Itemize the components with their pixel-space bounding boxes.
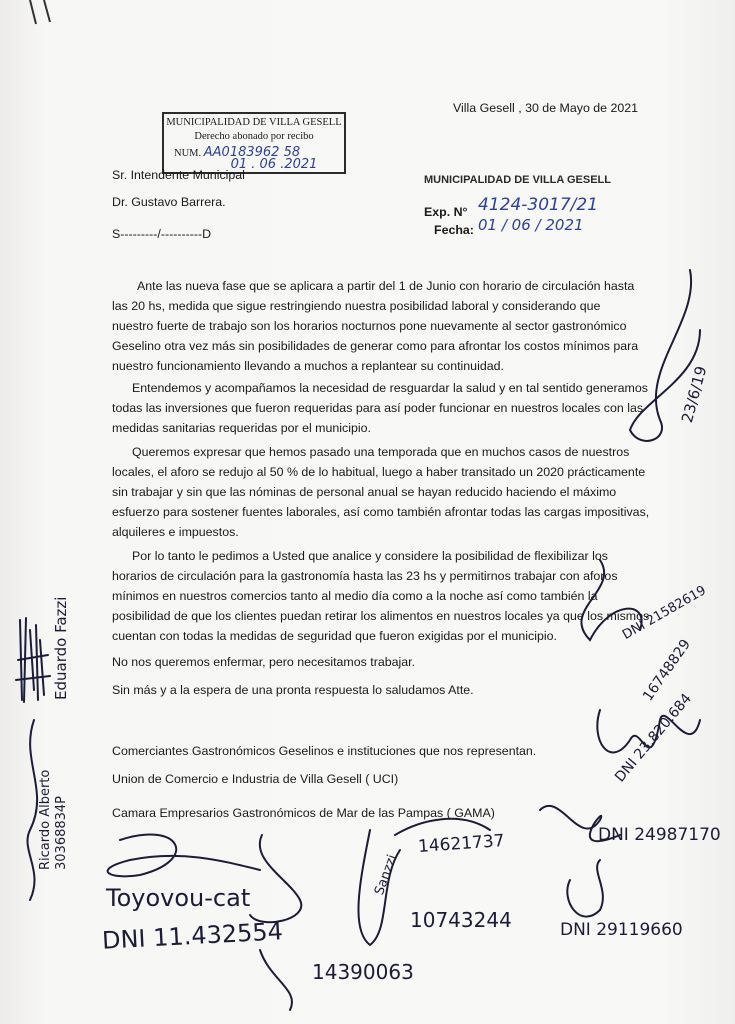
stamp-num-value: AA0183962 58: [203, 145, 301, 160]
hand-bottom-name2: Sanzzi: [372, 852, 401, 898]
paragraph-6: Sin más y a la espera de una pronta respuesta lo saludamos Atte.: [112, 683, 474, 697]
hand-right-dni1: DNI 21582619: [620, 583, 709, 643]
hand-bottom-dni6: DNI 29119660: [560, 920, 683, 940]
stamp-line2: Derecho abonado por recibo: [194, 131, 314, 142]
hand-bottom-dni1: DNI 11.432554: [101, 917, 284, 955]
p3-line: esfuerzo para sostener fuentes laborales, así como también afrontar todas las cargas impositivas,: [112, 505, 650, 519]
hand-right-dni2: 16748829: [640, 636, 694, 705]
hand-right-dni3: DNI 23.820.684: [612, 690, 695, 786]
p2-line: medidas sanitarias requeridas por el municipio.: [112, 421, 371, 435]
recipient-line1: Sr. Intendente Municipal: [112, 168, 245, 182]
p4-line: horarios de circulación para la gastronomía hasta las 23 hs y permitirnos trabajar con aforos: [112, 569, 618, 583]
p3-line: sin trabajar y sin que las nóminas de personal anual se hayan reducido haciendo el máximo: [112, 485, 617, 499]
hand-right-date: 23/6/19: [678, 364, 711, 425]
p1-line: Geselino otra vez más sin posibilidades de generar como para afrontar los costos mínimos para: [112, 339, 639, 353]
hand-left-name2: Ricardo Alberto: [38, 769, 53, 870]
hand-bottom-dni3: 14621737: [417, 831, 506, 857]
salutation: S---------/----------D: [112, 227, 212, 241]
p3-line: locales, el aforo se redujo al 50 % de lo habitual, luego a haber transitado un 2020 prácticamente: [112, 465, 646, 479]
hand-left-dni2: 30368834P: [54, 795, 69, 870]
exp-fecha-value: 01 / 06 / 2021: [478, 216, 584, 234]
p4-line: posibilidad de que los clientes puedan retirar los alimentos en nuestros locales ya que los mismos: [112, 609, 650, 623]
hand-bottom-dni4: 10743244: [410, 908, 512, 932]
p2-line: Entendemos y acompañamos la necesidad de resguardar la salud y en tal sentido generamos: [132, 381, 648, 395]
place-date: Villa Gesell , 30 de Mayo de 2021: [453, 101, 639, 115]
p4-line: Por lo tanto le pedimos a Usted que analice y considere la posibilidad de flexibilizar los: [132, 549, 608, 563]
p1-line: Ante las nueva fase que se aplicara a partir del 1 de Junio con horario de circulación hasta: [137, 279, 635, 293]
hand-bottom-dni2: 14390063: [312, 960, 414, 984]
signatory-line3: Camara Empresarios Gastronómicos de Mar de las Pampas ( GAMA): [112, 806, 495, 820]
hand-bottom-dni5: DNI 24987170: [598, 825, 721, 845]
exp-fecha-label: Fecha:: [434, 223, 474, 237]
recipient-line2: Dr. Gustavo Barrera.: [112, 195, 226, 209]
p4-line: mínimos en nuestros comercios tanto al medio día como a la noche así como también la: [112, 589, 598, 603]
hand-left-name: Eduardo Fazzi: [52, 596, 70, 700]
p2-line: todas las inversiones que fueron requeridas para así poder funcionar en nuestros locales con las: [112, 401, 644, 415]
p3-line: alquileres e impuestos.: [112, 525, 239, 539]
p1-line: las 20 hs, medida que sigue restringiendo nuestra posibilidad laboral y considerando que: [112, 299, 601, 313]
exp-label: Exp. N°: [424, 205, 468, 219]
stamp-num-label: NUM.: [174, 148, 202, 159]
exp-value: 4124-3017/21: [478, 195, 599, 215]
exp-stamp-title: MUNICIPALIDAD DE VILLA GESELL: [424, 174, 611, 186]
hand-bottom-name: Toyovou-cat: [106, 884, 251, 912]
signatory-line1: Comerciantes Gastronómicos Geselinos e instituciones que nos representan.: [112, 744, 537, 758]
p4-line: cuentan con todas la medidas de seguridad que fueron exigidas por el municipio.: [112, 629, 557, 643]
stamp-fecha-value: 01 . 06 .2021: [230, 157, 318, 172]
stamp-line1: MUNICIPALIDAD DE VILLA GESELL: [166, 117, 342, 128]
paragraph-5: No nos queremos enfermar, pero necesitamos trabajar.: [112, 655, 416, 669]
p3-line: Queremos expresar que hemos pasado una temporada que en muchos casos de nuestros: [132, 445, 630, 459]
signatory-line2: Union de Comercio e Industria de Villa Gesell ( UCI): [112, 772, 399, 786]
p1-line: nuestro fuerte de trabajo son los horarios nocturnos pone nuevamente al sector gastronómico: [112, 319, 627, 333]
p1-line: nuestro funcionamiento llevando a muchos a replantear su continuidad.: [112, 359, 504, 373]
